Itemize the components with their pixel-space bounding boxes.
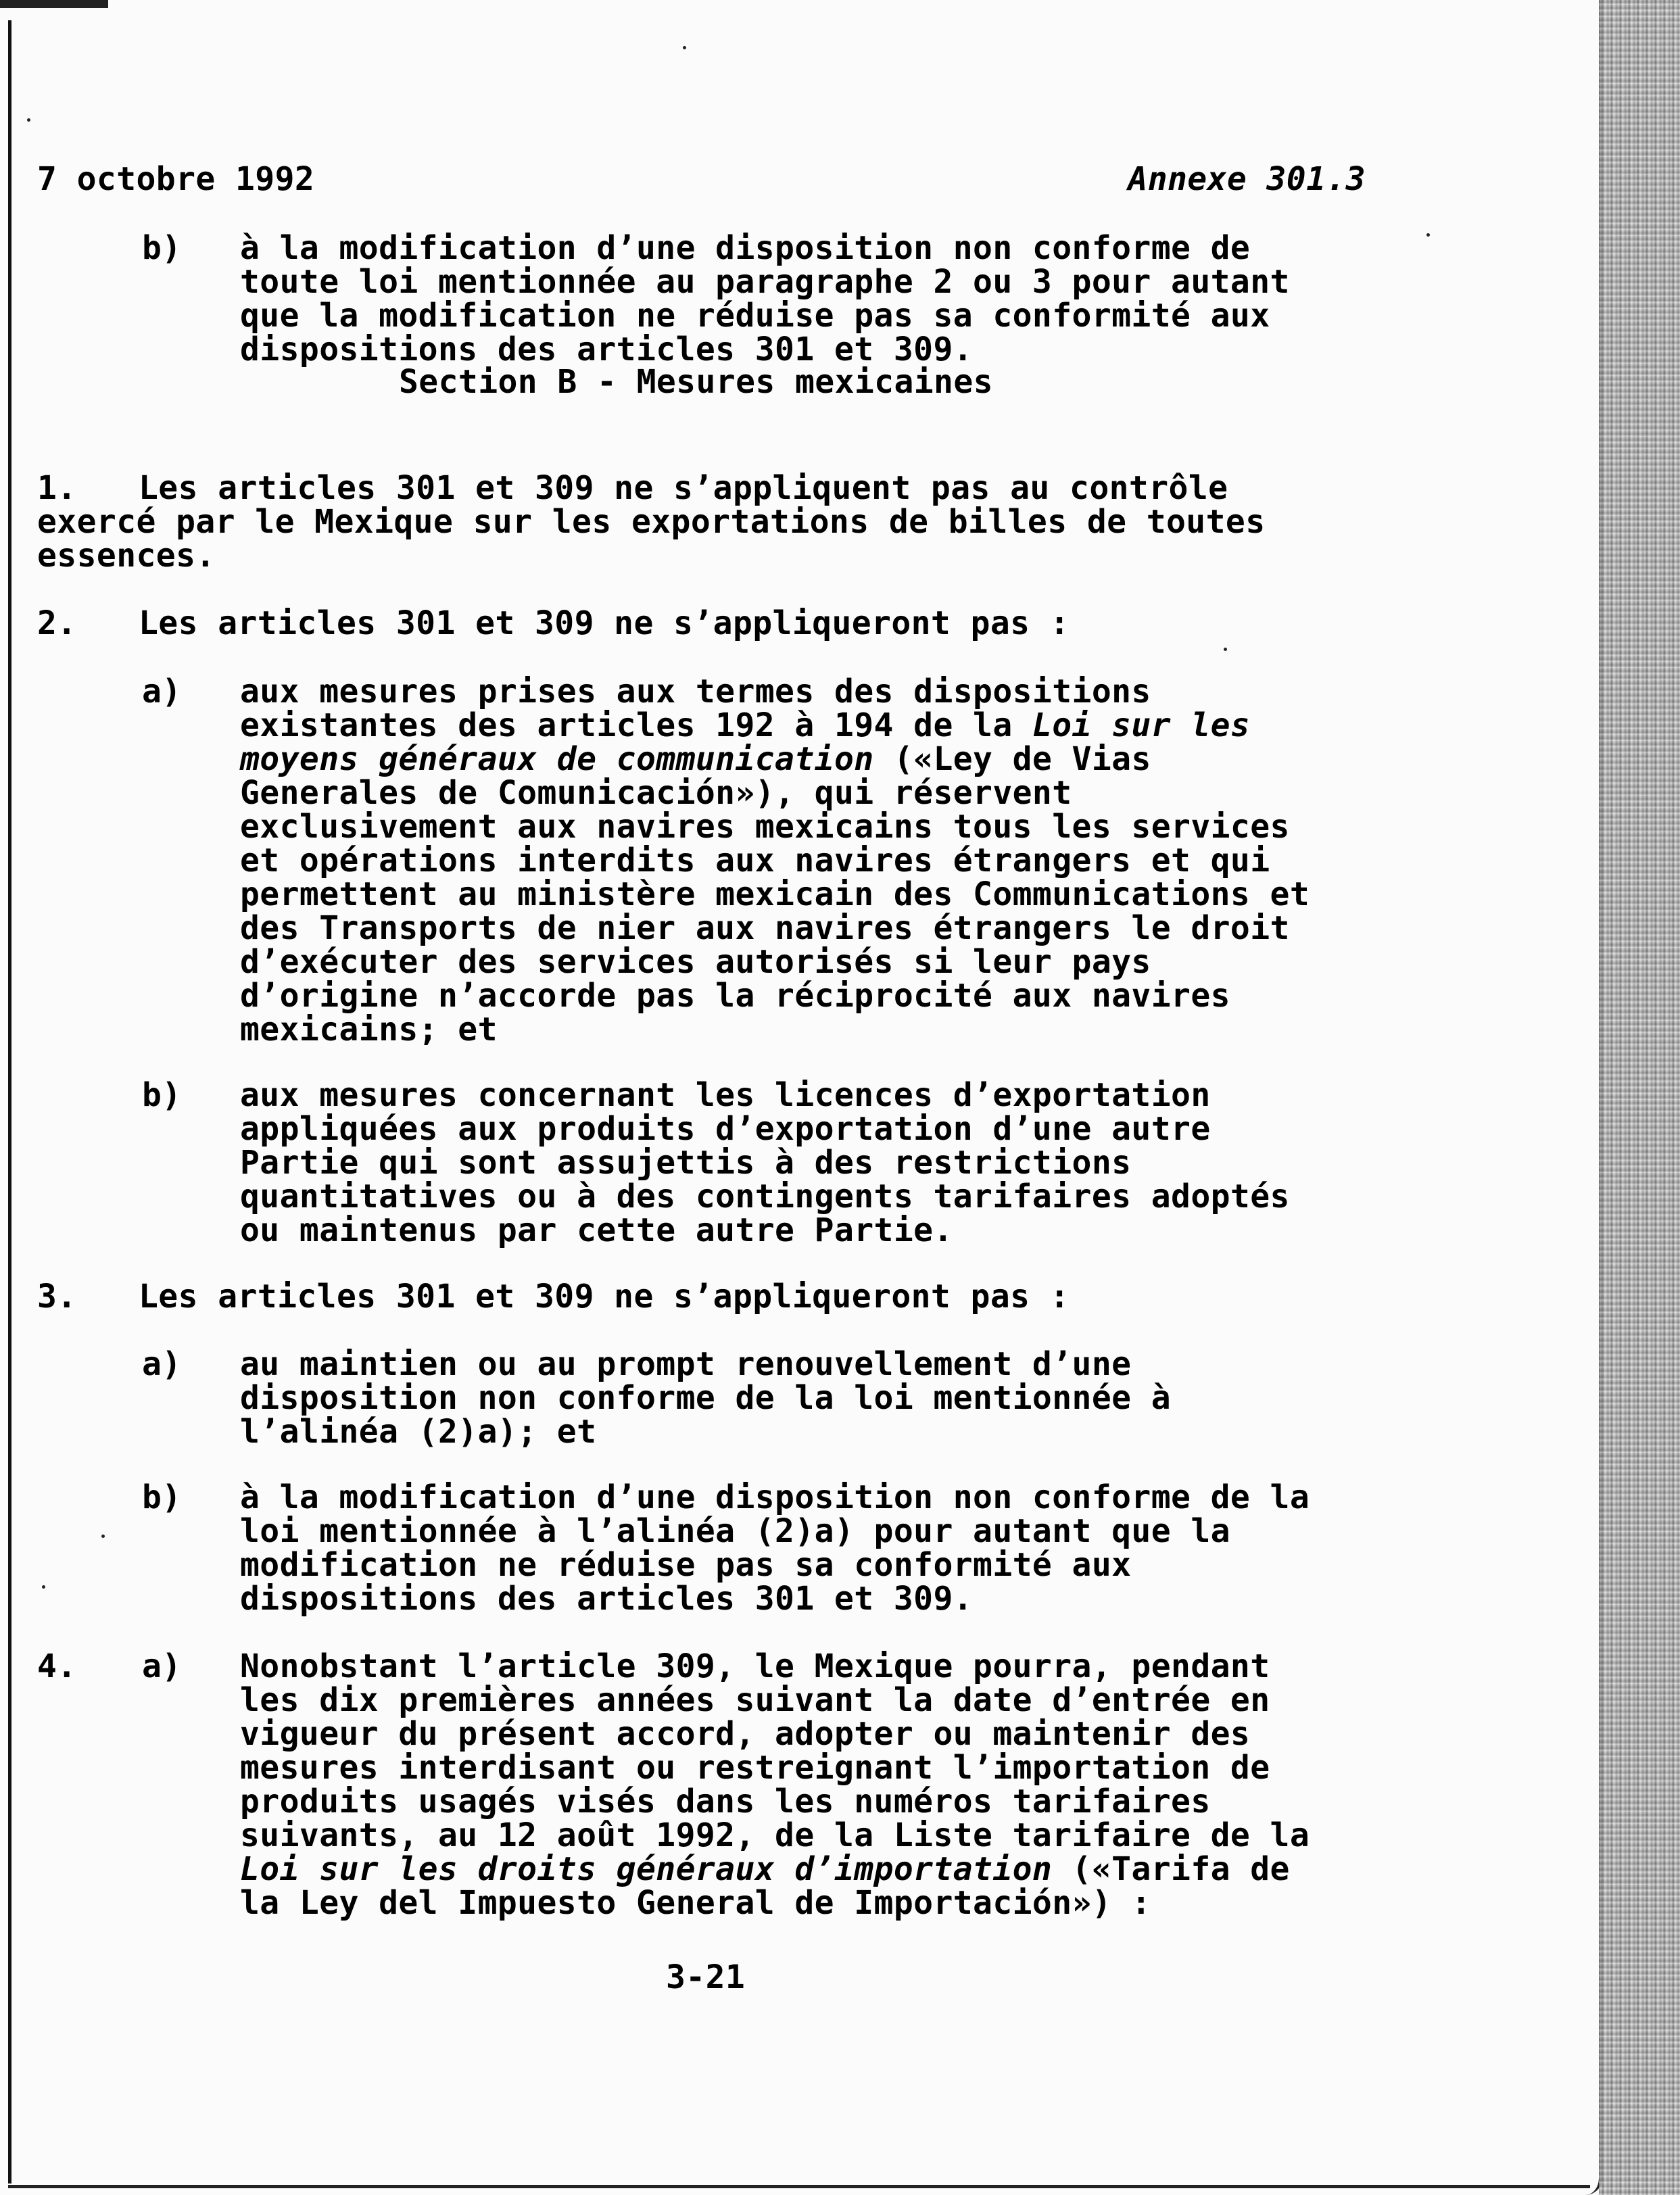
text-line: ou maintenus par cette autre Partie. <box>240 1211 953 1249</box>
text-line: Generales de Comunicación»), qui réservent <box>240 774 1072 812</box>
law-title-italic: Loi sur les droits généraux d’importation <box>240 1850 1053 1888</box>
text-line: que la modification ne réduise pas sa conformité aux <box>240 297 1270 335</box>
text-span: («Ley de Vias <box>873 740 1151 778</box>
text-line: modification ne réduise pas sa conformité aux <box>240 1546 1132 1584</box>
text-line: vigueur du présent accord, adopter ou maintenir des <box>240 1715 1251 1753</box>
top-b-marker: b) <box>142 229 182 267</box>
text-line: Nonobstant l’article 309, le Mexique pourra, pendant <box>240 1647 1270 1685</box>
p3-b-marker: b) <box>142 1478 182 1516</box>
text-line: exclusivement aux navires mexicains tous les services <box>240 808 1290 846</box>
paragraph-2-intro: Les articles 301 et 309 ne s’appliqueront pas : <box>139 604 1070 642</box>
text-line: dispositions des articles 301 et 309. <box>240 1580 974 1618</box>
scanner-edge-noise <box>1599 0 1680 2195</box>
text-line <box>240 1852 1290 1886</box>
scan-speck <box>1426 233 1430 237</box>
text-line: les dix premières années suivant la date d’entrée en <box>240 1681 1270 1719</box>
paragraph-1-number: 1. <box>37 469 77 507</box>
document-date: 7 octobre 1992 <box>37 160 315 198</box>
text-line: à la modification d’une disposition non conforme de <box>240 229 1251 267</box>
text-line: exercé par le Mexique sur les exportations de billes de toutes <box>37 503 1266 541</box>
text-line: appliquées aux produits d’exportation d’une autre <box>240 1110 1211 1148</box>
law-title-italic: moyens généraux de communication <box>240 740 874 778</box>
text-line: d’origine n’accorde pas la réciprocité aux navires <box>240 977 1230 1015</box>
text-line: disposition non conforme de la loi mentionnée à <box>240 1379 1172 1417</box>
text-line: toute loi mentionnée au paragraphe 2 ou 3 pour autant <box>240 263 1290 301</box>
p3-a-marker: a) <box>142 1345 182 1383</box>
text-line: loi mentionnée à l’alinéa (2)a) pour autant que la <box>240 1512 1230 1550</box>
paragraph-4-number: 4. <box>37 1647 77 1685</box>
text-line: aux mesures concernant les licences d’exportation <box>240 1076 1211 1114</box>
scan-speck <box>42 1585 45 1589</box>
scan-left-border <box>8 20 11 2184</box>
text-line: suivants, au 12 août 1992, de la Liste tarifaire de la <box>240 1816 1310 1854</box>
scan-bottom-border <box>8 2185 1590 2188</box>
law-title-italic: Loi sur les <box>1032 706 1251 744</box>
scan-speck <box>683 46 686 49</box>
text-line: la Ley del Impuesto General de Importación») : <box>240 1884 1151 1922</box>
p4-a-marker: a) <box>142 1647 182 1685</box>
text-line: mexicains; et <box>240 1011 498 1048</box>
section-title: Section B - Mesures mexicaines <box>399 363 993 401</box>
p2-a-marker: a) <box>142 673 182 710</box>
text-line <box>240 742 1151 776</box>
scan-speck <box>101 1535 105 1538</box>
text-line: produits usagés visés dans les numéros tarifaires <box>240 1783 1211 1820</box>
text-line: Partie qui sont assujettis à des restrictions <box>240 1144 1132 1182</box>
page-number: 3-21 <box>666 1958 746 1996</box>
text-line: mesures interdisant ou restreignant l’importation de <box>240 1749 1270 1787</box>
text-line: et opérations interdits aux navires étrangers et qui <box>240 842 1270 879</box>
text-line: permettent au ministère mexicain des Communications et <box>240 875 1310 913</box>
text-line: d’exécuter des services autorisés si leur pays <box>240 943 1151 981</box>
text-span: existantes des articles 192 à 194 de la <box>240 706 1032 744</box>
text-line: au maintien ou au prompt renouvellement d’une <box>240 1345 1132 1383</box>
paragraph-3-number: 3. <box>37 1278 77 1316</box>
text-line: des Transports de nier aux navires étrangers le droit <box>240 909 1290 947</box>
scan-top-mark <box>0 0 108 8</box>
p2-b-marker: b) <box>142 1076 182 1114</box>
scan-speck <box>27 118 30 122</box>
scan-speck <box>1224 648 1227 651</box>
text-span: («Tarifa de <box>1052 1850 1290 1888</box>
text-line: aux mesures prises aux termes des dispositions <box>240 673 1151 710</box>
text-line: à la modification d’une disposition non conforme de la <box>240 1478 1310 1516</box>
text-line: quantitatives ou à des contingents tarifaires adoptés <box>240 1178 1290 1215</box>
text-line: dispositions des articles 301 et 309. <box>240 331 974 368</box>
text-line: Les articles 301 et 309 ne s’appliquent pas au contrôle <box>139 469 1228 507</box>
paragraph-3-intro: Les articles 301 et 309 ne s’appliqueront pas : <box>139 1278 1070 1316</box>
text-line: essences. <box>37 537 216 575</box>
annex-reference: Annexe 301.3 <box>1128 160 1366 198</box>
paragraph-2-number: 2. <box>37 604 77 642</box>
text-line <box>240 708 1250 742</box>
text-line: l’alinéa (2)a); et <box>240 1413 597 1451</box>
